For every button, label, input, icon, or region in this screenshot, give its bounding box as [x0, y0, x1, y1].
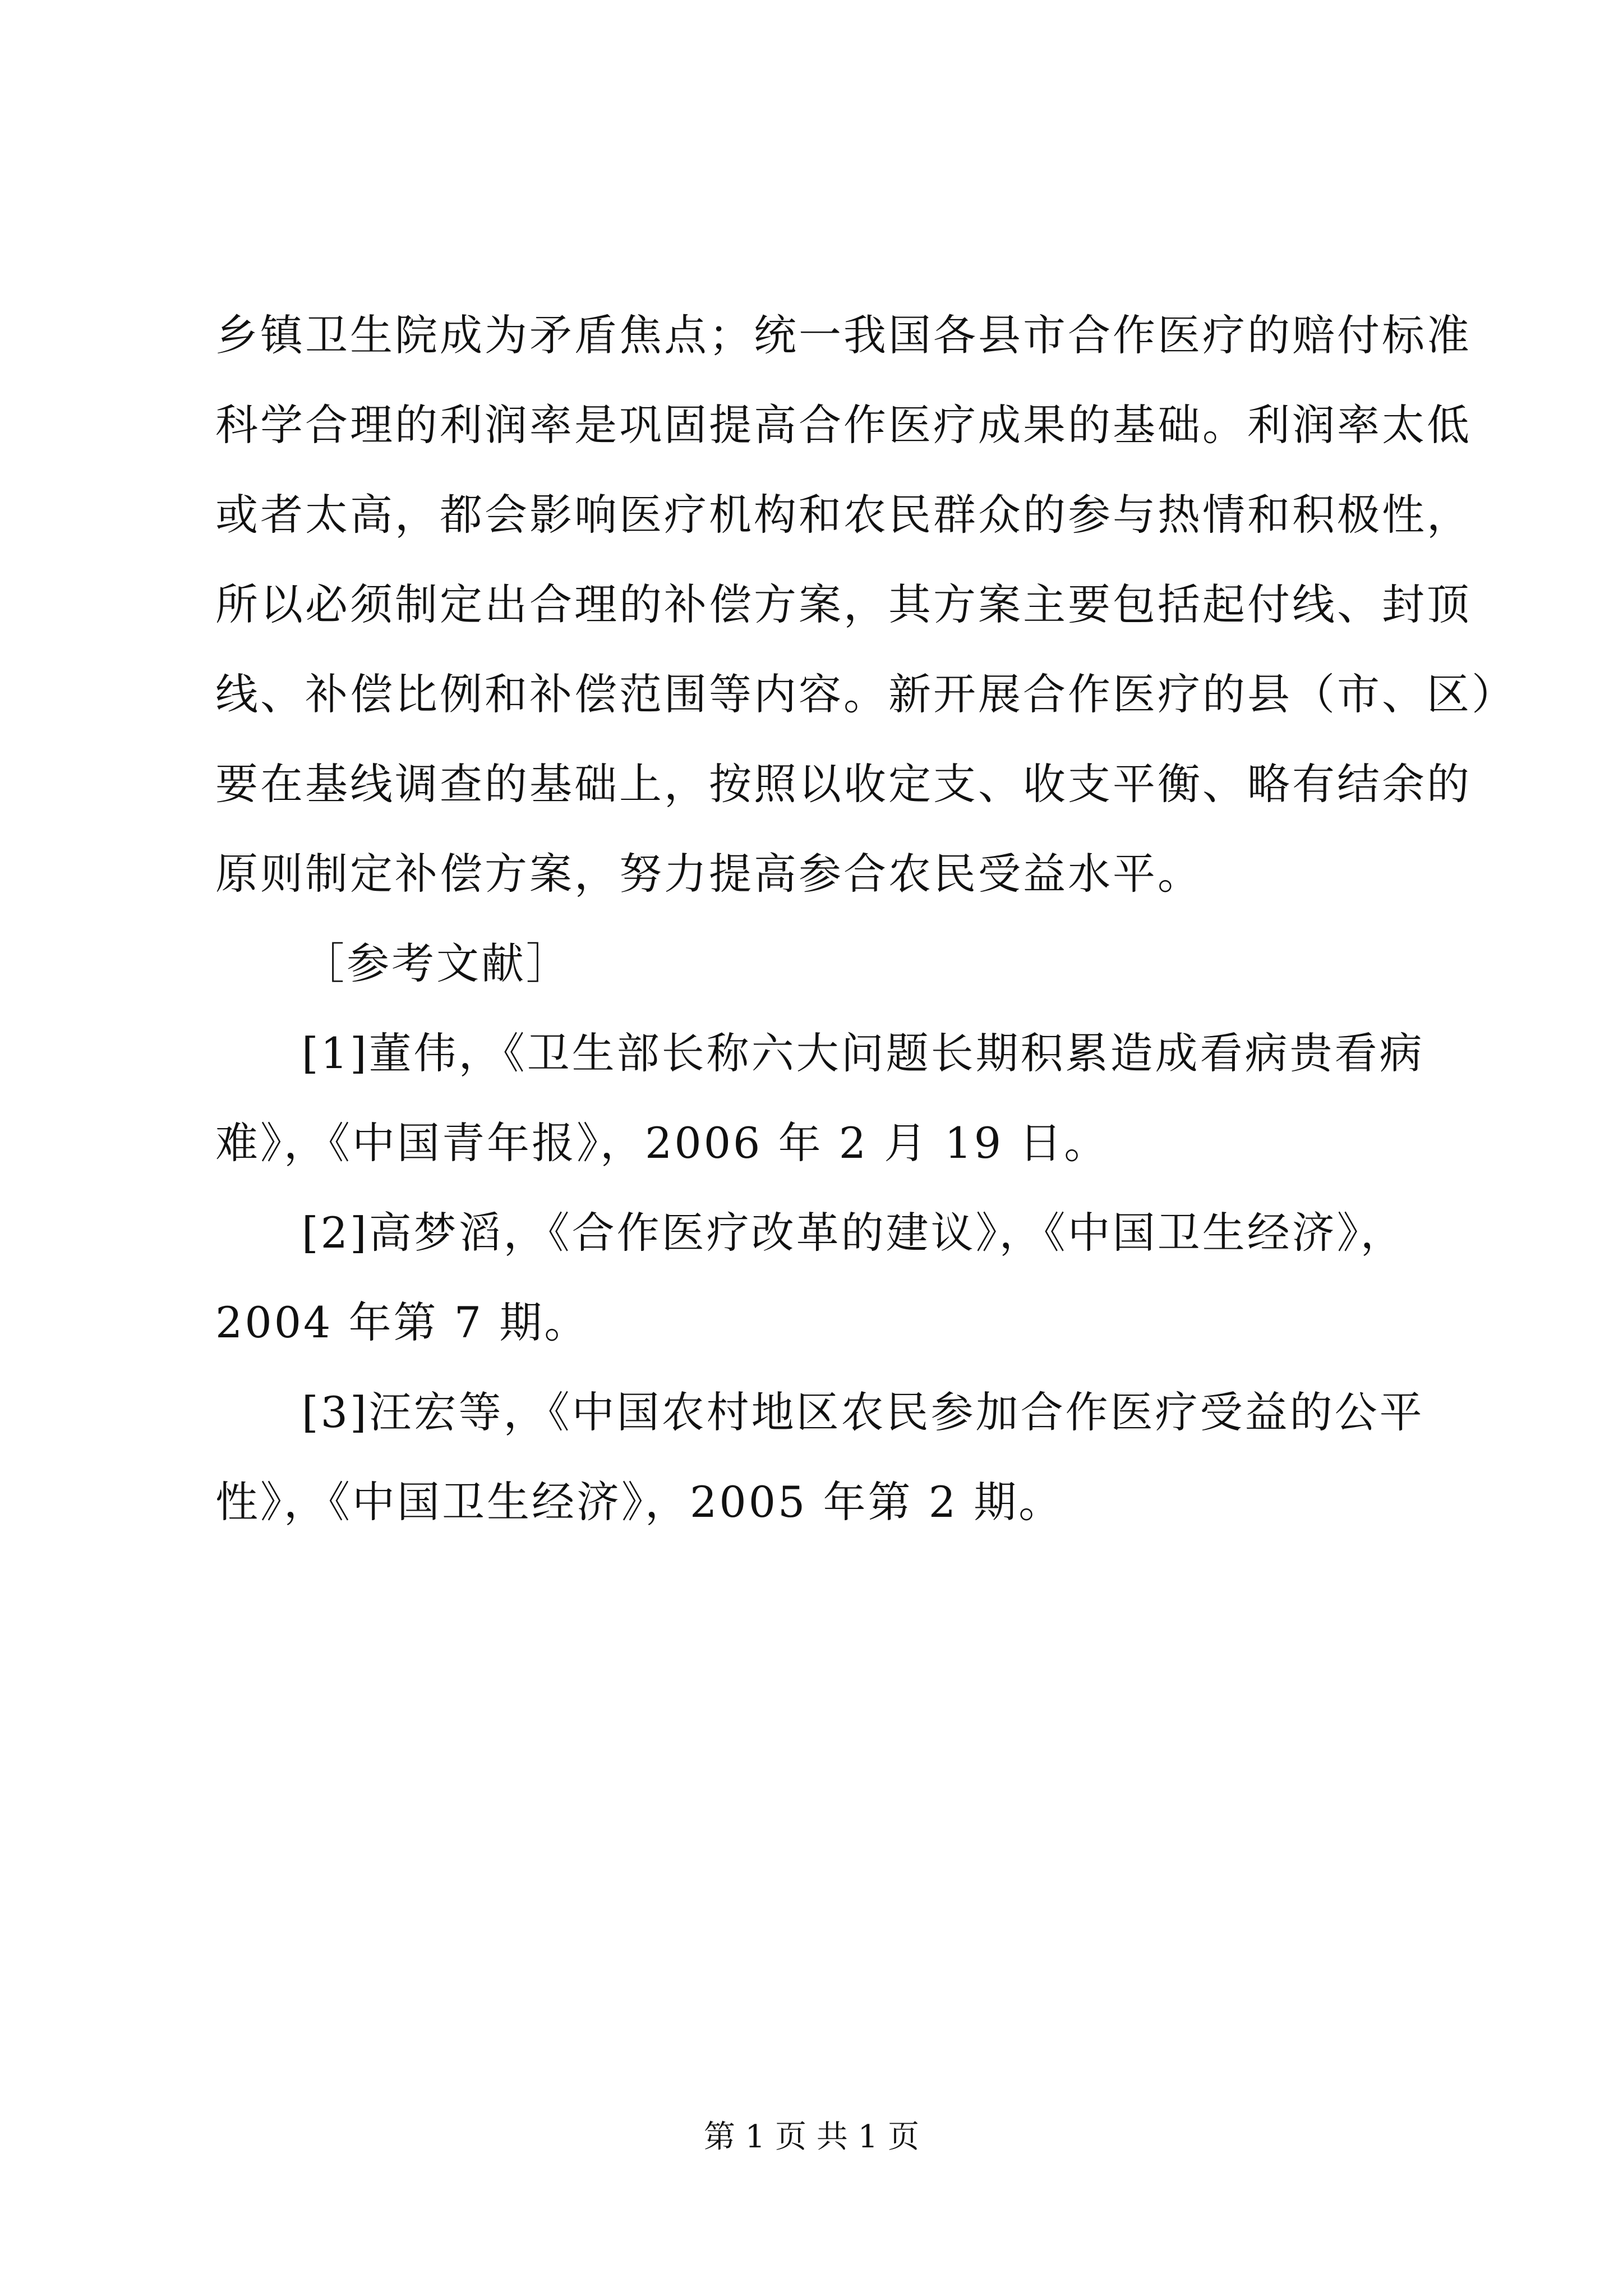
reference-entry-2-line-1: [2]高梦滔，《合作医疗改革的建议》，《中国卫生经济》， [302, 1208, 1405, 1258]
body-text-line: 要在基线调查的基础上，按照以收定支、收支平衡、略有结余的 [215, 759, 1472, 809]
body-text-line: 所以必须制定出合理的补偿方案，其方案主要包括起付线、封顶 [215, 579, 1472, 629]
body-text-line: 乡镇卫生院成为矛盾焦点；统一我国各县市合作医疗的赔付标准 [215, 310, 1472, 360]
references-heading: ［参考文献］ [302, 938, 571, 988]
body-text-line: 或者太高，都会影响医疗机构和农民群众的参与热情和积极性， [215, 490, 1472, 540]
body-text-line: 原则制定补偿方案，努力提高参合农民受益水平。 [215, 849, 1202, 899]
body-text-line: 科学合理的利润率是巩固提高合作医疗成果的基础。利润率太低 [215, 400, 1472, 450]
reference-entry-1-line-1: [1]董伟，《卫生部长称六大问题长期积累造成看病贵看病 [302, 1028, 1424, 1078]
body-text-line: 线、补偿比例和补偿范围等内容。新开展合作医疗的县（市、区） [215, 669, 1516, 719]
reference-entry-2-line-2: 2004 年第 7 期。 [215, 1297, 589, 1347]
reference-entry-3-line-1: [3]汪宏等，《中国农村地区农民参加合作医疗受益的公平 [302, 1387, 1424, 1437]
page-footer: 第 1 页 共 1 页 [703, 2119, 920, 2155]
reference-entry-3-line-2: 性》，《中国卫生经济》，2005 年第 2 期。 [215, 1477, 1064, 1527]
reference-entry-1-line-2: 难》，《中国青年报》，2006 年 2 月 19 日。 [215, 1118, 1109, 1168]
